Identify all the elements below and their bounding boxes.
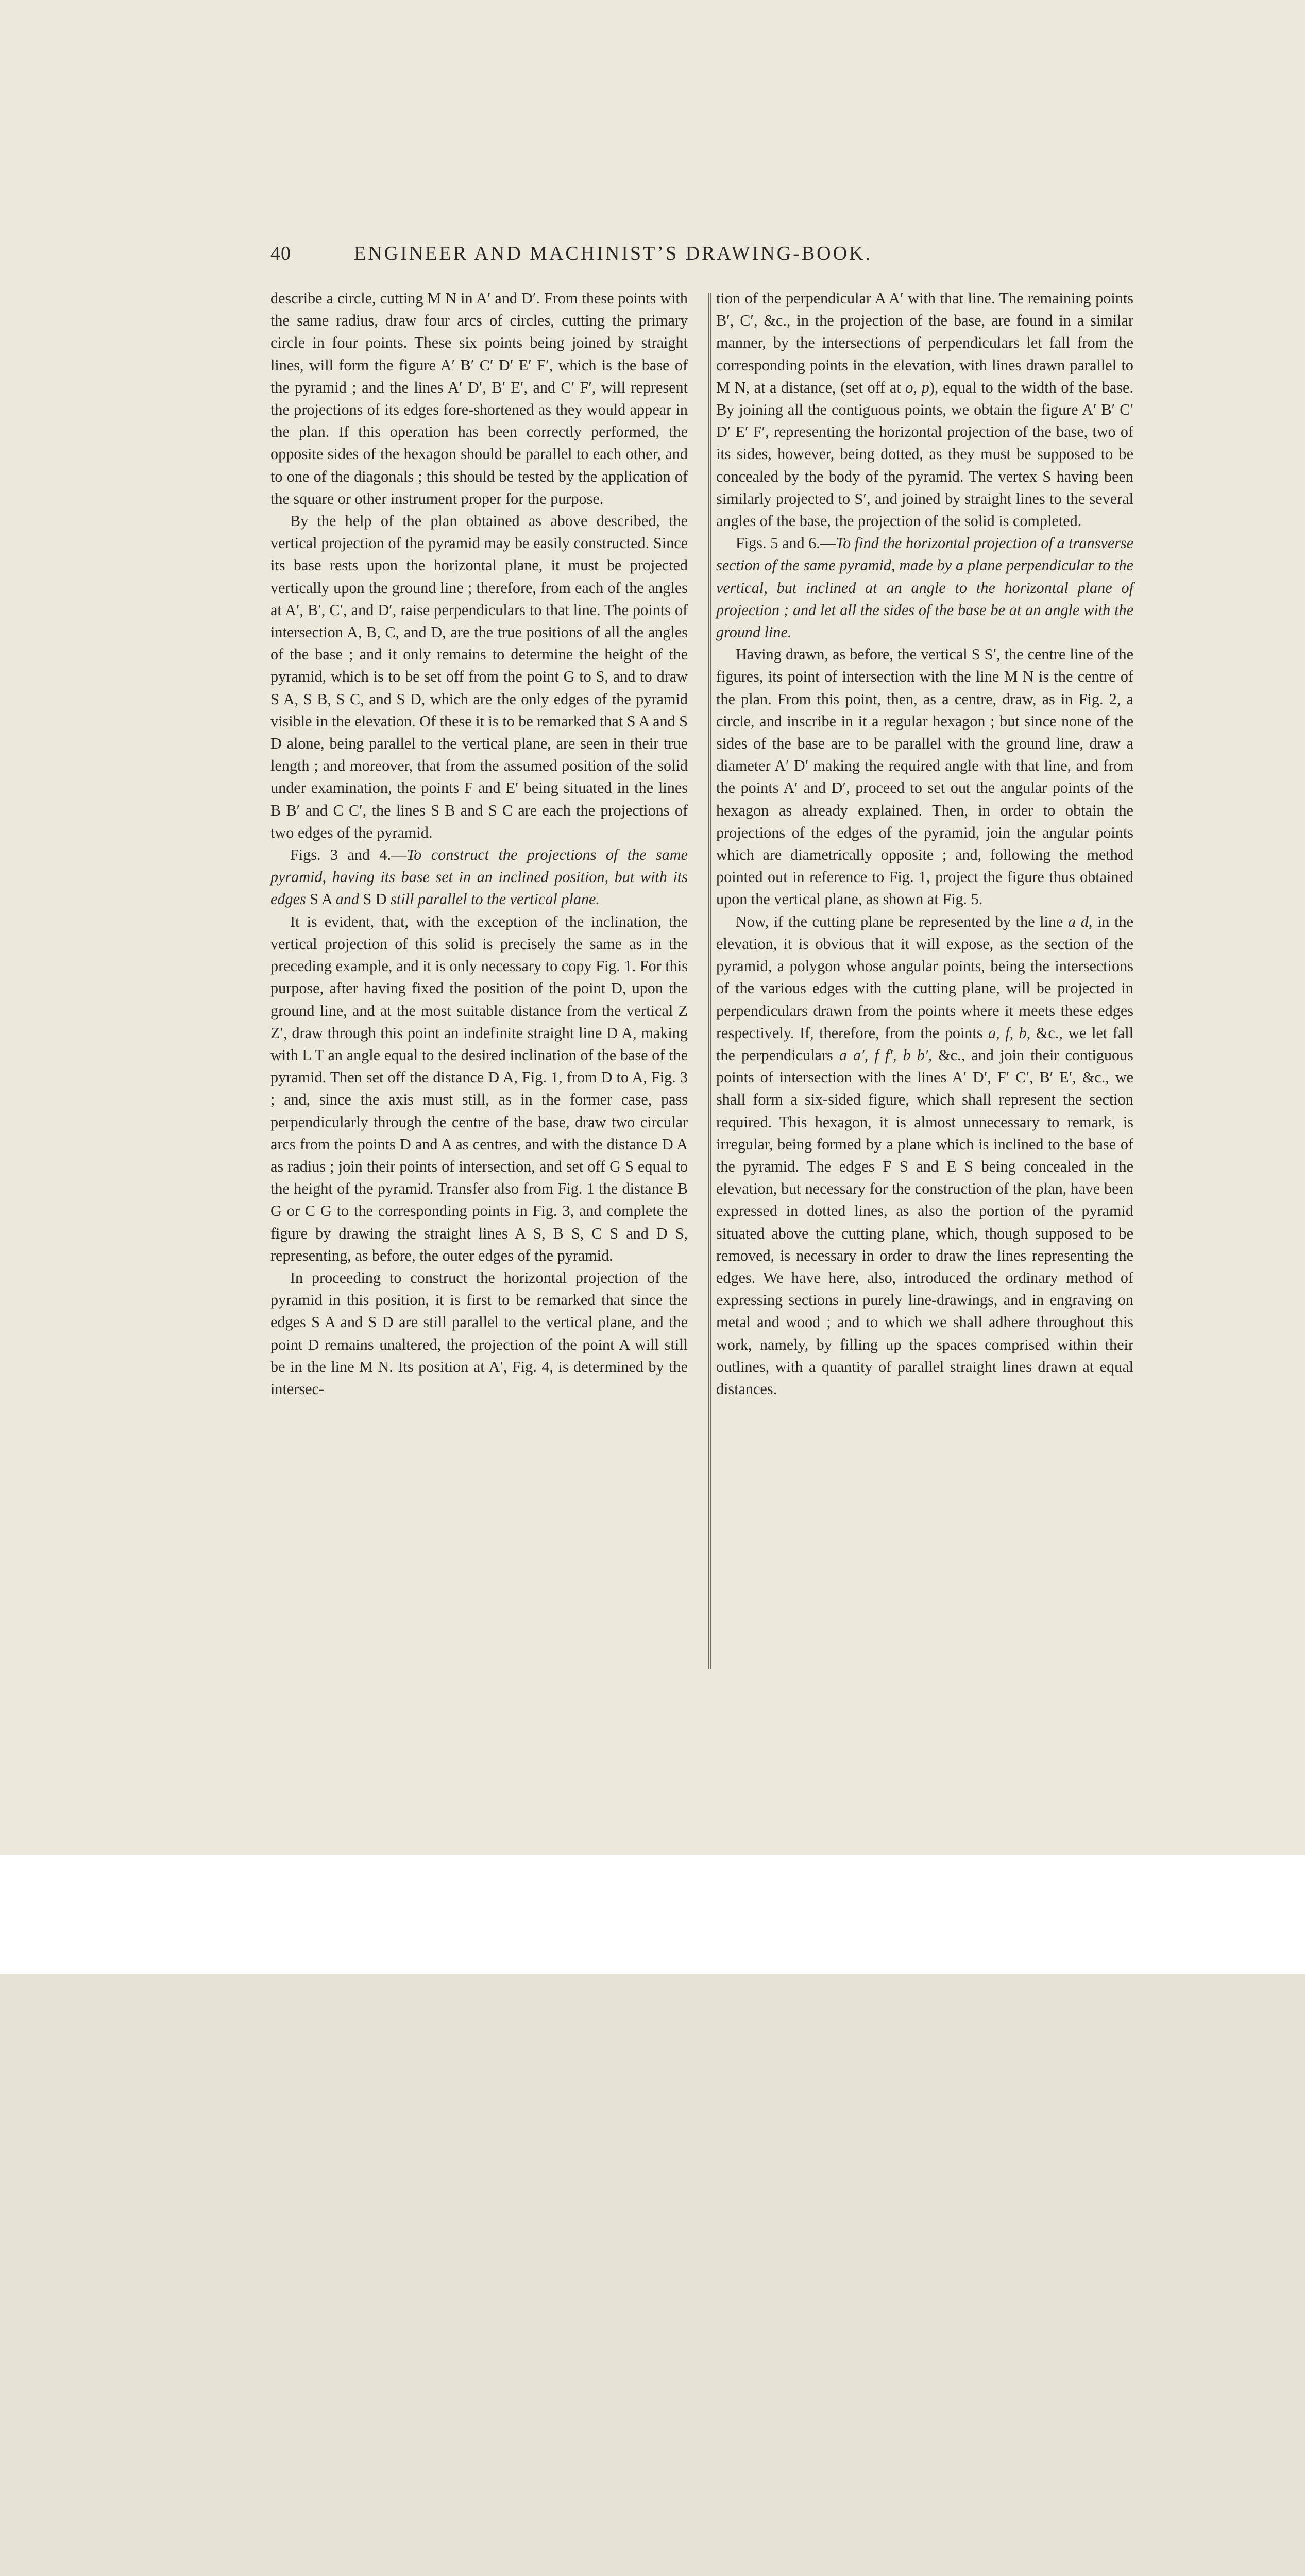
text-run: Figs. 5 and 6.— [736, 534, 836, 552]
text-run: Having drawn, as before, the vertical S S′, the centre line of the figures, its point of intersection with the line M N is the centre of the plan. From this point, then, as a centre, draw, as in Fig. 2, a circle, and inscribe in it a regular hexagon ; but since none of the sides of the base are to be parallel with the ground line, draw a diameter A′ D′ making the required angle with that line, and from the points A′ and D′, proceed to set out the angular points of the hexagon as already explained. Then, in order to obtain the projections of the edges of the pyramid, join the angular points which are diametrically opposite ; and, following the method pointed out in reference to Fig. 1, project the figure thus obtained upon the vertical plane, as shown at Fig. 5. [716, 646, 1133, 908]
paragraph [270, 1267, 688, 1400]
text-run: ), equal to the width of the base. By joining all the contiguous points, we obtain the figure A′ B′ C′ D′ E′ F′, representing the horizontal projection of the base, two of its sides, however, being dotted, as they must be supposed to be concealed by the body of the pyramid. The vertex S having been similarly projected to S′, and joined by straight lines to the several angles of the base, the projection of the solid is completed. [716, 378, 1134, 530]
paragraph [716, 532, 1133, 643]
viewer-footer [0, 1855, 1305, 1974]
right-text-column [716, 287, 1133, 1400]
italic-text: still parallel to the vertical plane. [391, 890, 600, 908]
paragraph [270, 287, 688, 510]
italic-text: a d [1068, 912, 1089, 930]
paragraph [270, 911, 688, 1267]
page-header [270, 242, 956, 273]
column-divider [708, 293, 709, 1669]
paragraph [270, 510, 688, 844]
text-run: , in the elevation, it is obvious that it will expose, as the section of the pyramid, a polygon whose angular points, being the intersections of the various edges with the cutting plane, will be projected in perpendiculars drawn from the points where it meets these edges respectively. If, therefore, from the points [716, 912, 1133, 1042]
running-title: ENGINEER AND MACHINIST’S DRAWING-BOOK. [353, 243, 873, 264]
paragraph [716, 911, 1133, 1400]
column-divider [710, 293, 711, 1669]
italic-text: and [335, 890, 359, 908]
text-run: It is evident, that, with the exception of the inclination, the vertical projection of this solid is precisely the same as in the preceding example, and it is only necessary to copy Fig. 1. For this purpose, after having fixed the position of the point D, upon the ground line, and at the most suitable distance from the vertical Z Z′, draw through this point an indefinite straight line D A, making with L T an angle equal to the desired inclination of the base of the pyramid. Then set off the distance D A, Fig. 1, from D to A, Fig. 3 ; and, since the axis must still, as in the former case, pass perpendicularly through the centre of the base, draw two circular arcs from the points D and A as centres, and with the distance D A as radius ; join their points of intersection, and set off G S equal to the height of the pyramid. Transfer also from Fig. 1 the distance B G or C G to the corresponding points in Fig. 3, and complete the figure by drawing the straight lines A S, B S, C S and D S, representing, as before, the outer edges of the pyramid. [270, 912, 688, 1264]
text-run: S D [359, 890, 391, 908]
text-run: In proceeding to construct the horizontal projection of the pyramid in this position, it is first to be remarked that since the edges S A and S D are still parallel to the vertical plane, and the point D remains unaltered, the projection of the point A will still be in the line M N. Its position at A′, Fig. 4, is determined by the intersec- [270, 1268, 688, 1398]
italic-text: To construct the projections of the same pyramid, having its base set in an inclined position, but with its edges [270, 846, 688, 908]
text-run: tion of the perpendicular A A′ with that line. The remaining points B′, C′, &c., in the projection of the base, are found in a similar manner, by the intersections of perpendiculars let fall from the corresponding points in the elevation, with lines drawn parallel to M N, at a distance, (set off at [716, 290, 1133, 396]
text-run: describe a circle, cutting M N in A′ and D′. From these points with the same radius, draw four arcs of circles, cutting the primary circle in four points. These six points being joined by straight lines, will form the figure A′ B′ C′ D′ E′ F′, which is the base of the pyramid ; and the lines A′ D′, B′ E′, and C′ F′, will represent the projections of its edges fore-shortened as they would appear in the plan. If this operation has been correctly performed, the opposite sides of the hexagon should be parallel to each other, and to one of the diagonals ; this should be tested by the application of the square or other instrument proper for the purpose. [270, 290, 688, 507]
italic-text: a a′, f f′, b b′ [839, 1046, 928, 1064]
text-run: By the help of the plan obtained as above described, the vertical projection of the pyramid may be easily constructed. Since its base rests upon the horizontal plane, it must be projected vertically upon the ground line ; therefore, from each of the angles at A′, B′, C′, and D′, raise perpendiculars to that line. The points of intersection A, B, C, and D, are the true positions of all the angles of the base ; and it only remains to determine the height of the pyramid, which is to be set off from the point G to S, and to draw S A, S B, S C, and S D, which are the only edges of the pyramid visible in the elevation. Of these it is to be remarked that S A and S D alone, being parallel to the vertical plane, are seen in their true length ; and moreover, that from the assumed position of the solid under examination, the points F and E′ being situated in the lines B B′ and C C′, the lines S B and S C are each the projections of two edges of the pyramid. [270, 512, 688, 841]
text-run: S A [306, 890, 336, 908]
text-run: Figs. 3 and 4.— [290, 846, 407, 864]
paragraph [270, 844, 688, 911]
text-run: , &c., we let fall the perpendiculars [716, 1024, 1133, 1064]
italic-text: a, f, b [988, 1024, 1027, 1042]
paragraph [716, 643, 1133, 910]
text-run: , &c., and join their contiguous points of intersection with the lines A′ D′, F′ C′, B′ E′, &c., we shall form a six-sided figure, which shall represent the section required. This hexagon, it is almost unnecessary to remark, is irregular, being formed by a plane which is inclined to the base of the pyramid. The edges F S and E S being concealed in the elevation, but necessary for the construction of the plan, have been expressed in dotted lines, as also the portion of the pyramid situated above the cutting plane, which, though supposed to be removed, is necessary in order to draw the lines representing the edges. We have here, also, introduced the ordinary method of expressing sections in purely line-drawings, and in engraving on metal and wood ; and to which we shall adhere throughout this work, namely, by filling up the spaces comprised within their outlines, with a quantity of parallel straight lines drawn at equal distances. [716, 1046, 1133, 1398]
italic-text: o, p [905, 378, 929, 396]
page-number: 40 [270, 243, 291, 264]
text-run: Now, if the cutting plane be represented by the line [736, 912, 1069, 930]
left-text-column [270, 287, 688, 1400]
paragraph [716, 287, 1133, 532]
italic-text: To find the horizontal projection of a transverse section of the same pyramid, made by a plane perpendicular to the vertical, but inclined at an angle to the horizontal plane of projection ; and let all the sides of the base be at an angle with the ground line. [716, 534, 1134, 641]
